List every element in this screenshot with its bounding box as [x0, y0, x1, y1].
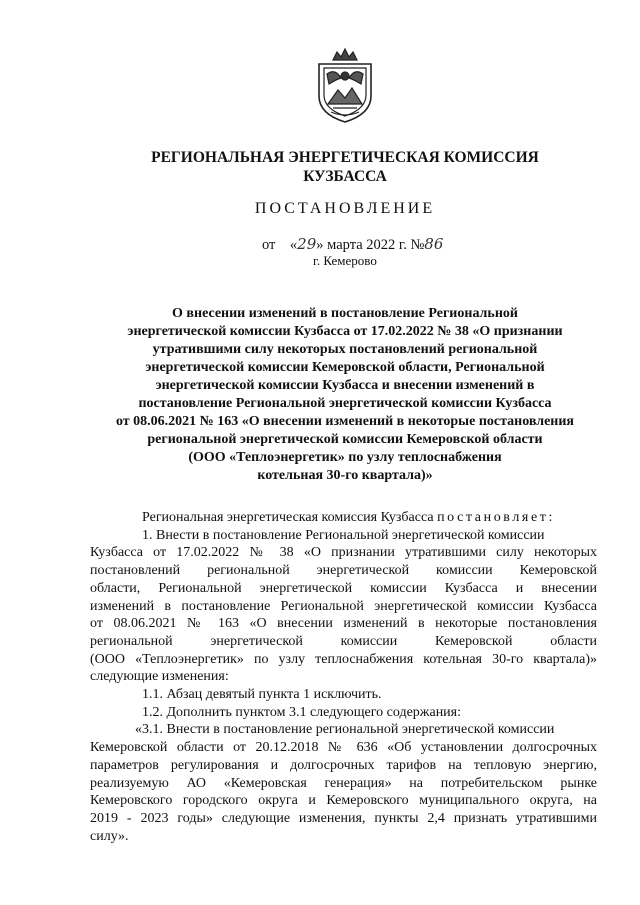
title-line: утратившими силу некоторых постановлений региональной	[152, 342, 538, 357]
date-open-quote: «	[289, 237, 298, 253]
city: г. Кемерово	[313, 253, 377, 268]
document-type: ПОСТАНОВЛЕНИЕ	[254, 200, 436, 217]
intro-spaced-word: постановляет:	[437, 510, 555, 525]
p31-line: силу».	[90, 828, 129, 844]
document-number-handwritten: 86	[424, 235, 444, 253]
title-line: от 08.06.2021 № 163 «О внесении изменений в некоторые постановления	[115, 414, 575, 429]
date-day-handwritten: 29	[297, 235, 317, 253]
title-line: энергетической комиссии Кемеровской области, Региональной	[145, 360, 545, 375]
document-date-line	[262, 235, 443, 254]
intro-paragraph	[90, 509, 597, 527]
p12-line: 1.2. Дополнить пунктом 3.1 следующего содержания:	[142, 704, 462, 720]
p11-line: 1.1. Абзац девятый пункта 1 исключить.	[142, 687, 382, 703]
p1-line: Кузбасса от 17.02.2022 № 38 «О признании утратившими силу некоторых	[90, 545, 597, 561]
document-title	[90, 305, 600, 485]
title-line: котельная 30-го квартала)»	[257, 468, 433, 483]
title-line: энергетической комиссии Кузбасса и внесении изменений в	[155, 378, 535, 393]
p31-line: 2019 - 2023 годы» следующие изменения, пункты 2,4 признать утратившими	[90, 810, 597, 826]
title-line: постановление Региональной энергетической комиссии Кузбасса	[138, 396, 552, 411]
title-line: энергетической комиссии Кузбасса от 17.02.2022 № 38 «О признании	[127, 324, 563, 339]
p1-line: изменений в постановление Региональной энергетической комиссии Кузбасса	[90, 598, 597, 614]
p31-line: Кемеровской области от 20.12.2018 № 636 «Об установлении долгосрочных	[90, 740, 597, 756]
p1-line: области, Региональной энергетической комиссии Кузбасса и внесении	[90, 580, 597, 596]
p31-line: «3.1. Внести в постановление региональной энергетической комиссии	[135, 722, 555, 738]
p1-line: региональной энергетической комиссии Кемеровской области	[90, 633, 597, 649]
title-line: региональной энергетической комиссии Кемеровской области	[147, 432, 543, 447]
p31-line: Кемеровского городского округа и Кемеровского муниципального округа, на	[90, 793, 597, 809]
intro-text: Региональная энергетическая комиссия Кузбасса	[142, 510, 434, 525]
organization-name-line1: РЕГИОНАЛЬНАЯ ЭНЕРГЕТИЧЕСКАЯ КОМИССИЯ	[151, 149, 539, 166]
title-line: О внесении изменений в постановление Региональной	[172, 306, 518, 321]
date-rest: » марта 2022 г. №	[316, 237, 425, 253]
organization-name-line2: КУЗБАССА	[303, 168, 387, 185]
document-body	[90, 509, 597, 845]
p31-line: реализуемую АО «Кемеровская генерация» на потребительском рынке	[90, 775, 597, 791]
p1-line: 1. Внести в постановление Региональной энергетической комиссии	[142, 527, 545, 543]
date-prefix: от	[262, 237, 276, 253]
p1-line: (ООО «Теплоэнергетик» по узлу теплоснабжения котельная 30-го квартала)»	[90, 651, 597, 667]
p1-line: следующие изменения:	[90, 669, 229, 685]
title-line: (ООО «Теплоэнергетик» по узлу теплоснабжения	[188, 450, 502, 465]
p31-line: параметров регулирования и долгосрочных тарифов на тепловую энергию,	[90, 757, 597, 773]
coat-of-arms-icon	[313, 44, 377, 126]
p1-line: от 08.06.2021 № 163 «О внесении изменений в некоторые постановления	[90, 616, 597, 632]
p1-line: постановлений региональной энергетической комиссии Кемеровской	[90, 563, 597, 579]
